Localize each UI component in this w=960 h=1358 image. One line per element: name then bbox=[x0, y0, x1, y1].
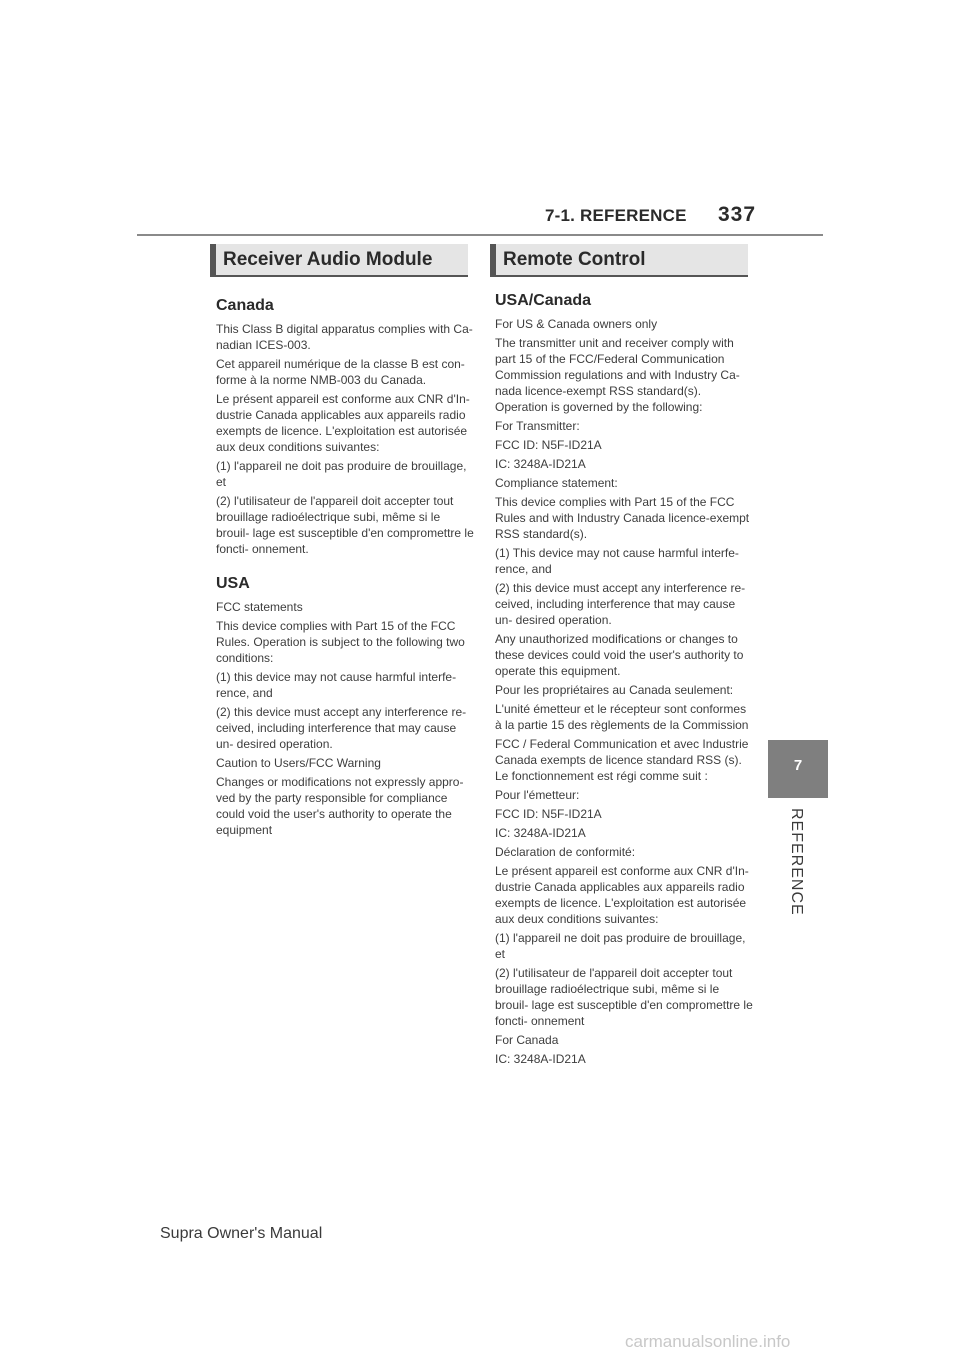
paragraph: For US & Canada owners only bbox=[495, 317, 658, 331]
paragraph: The transmitter unit and receiver comply with part 15 of the FCC/Federal Communication Commission regulations and with Industry Ca- nada licence-exempt RSS standard(s). Operation is governed by the following: bbox=[495, 336, 740, 414]
paragraph: Pour les propriétaires au Canada seulement: bbox=[495, 683, 734, 697]
chapter-tab-number: 7 bbox=[793, 757, 803, 774]
subheading-usa-canada: USA/Canada bbox=[495, 292, 592, 309]
paragraph: Pour l'émetteur: bbox=[495, 788, 580, 802]
paragraph: L'unité émetteur et le récepteur sont conformes à la partie 15 des règlements de la Commission bbox=[495, 702, 749, 732]
paragraph: This device complies with Part 15 of the FCC Rules and with Industry Canada licence-exempt RSS standard(s). bbox=[495, 495, 750, 541]
page-number: 337 bbox=[718, 203, 757, 226]
subheading-canada: Canada bbox=[216, 297, 274, 314]
section-title: Remote Control bbox=[503, 249, 646, 270]
chapter-side-label: REFERENCE bbox=[788, 808, 805, 916]
paragraph: For Canada bbox=[495, 1033, 559, 1047]
section-bar-remote-control bbox=[490, 244, 748, 277]
section-title: Receiver Audio Module bbox=[223, 249, 433, 270]
paragraph: Compliance statement: bbox=[495, 476, 618, 490]
left-column bbox=[216, 296, 474, 841]
paragraph: (1) This device may not cause harmful interfe- rence, and bbox=[495, 546, 739, 576]
watermark: carmanualsonline.info bbox=[625, 1332, 791, 1351]
paragraph: This device complies with Part 15 of the FCC Rules. Operation is subject to the following two conditions: bbox=[216, 619, 465, 665]
paragraph: Le présent appareil est conforme aux CNR d'In- dustrie Canada applicables aux appareils radio exempts de licence. L'exploitation est autorisée aux deux conditions suivantes: bbox=[216, 392, 470, 454]
section-bar-receiver-audio-module bbox=[210, 244, 468, 277]
paragraph: Cet appareil numérique de la classe B est con- forme à la norme NMB-003 du Canada. bbox=[216, 357, 465, 387]
paragraph: IC: 3248A-ID21A bbox=[495, 457, 586, 471]
chapter-tab bbox=[768, 740, 828, 798]
header-divider bbox=[137, 234, 823, 236]
paragraph: For Transmitter: bbox=[495, 419, 580, 433]
paragraph: FCC ID: N5F-ID21A bbox=[495, 807, 602, 821]
right-column bbox=[495, 291, 753, 1070]
paragraph: Caution to Users/FCC Warning bbox=[216, 756, 381, 770]
paragraph: IC: 3248A-ID21A bbox=[495, 1052, 586, 1066]
paragraph: Any unauthorized modifications or changes to these devices could void the user's authority to operate this equipment. bbox=[495, 632, 744, 678]
manual-title-footer: Supra Owner's Manual bbox=[160, 1225, 323, 1242]
paragraph: Changes or modifications not expressly appro- ved by the party responsible for compliance could void the user's authority to operate the equipment bbox=[216, 775, 464, 837]
chapter-title: 7-1. REFERENCE bbox=[545, 206, 687, 225]
paragraph: FCC statements bbox=[216, 600, 303, 614]
paragraph: IC: 3248A-ID21A bbox=[495, 826, 586, 840]
paragraph: (1) l'appareil ne doit pas produire de brouillage, et bbox=[216, 459, 467, 489]
paragraph: (2) l'utilisateur de l'appareil doit accepter tout brouillage radioélectrique subi, même si le brouil- lage est susceptible d'en compromettre le foncti- onnement. bbox=[216, 494, 474, 556]
paragraph: (2) this device must accept any interference re- ceived, including interference that may cause un- desired operation. bbox=[216, 705, 467, 751]
subheading-usa: USA bbox=[216, 575, 250, 592]
paragraph: (2) l'utilisateur de l'appareil doit accepter tout brouillage radioélectrique subi, même si le brouil- lage est susceptible d'en compromettre le foncti- onnement bbox=[495, 966, 753, 1028]
paragraph: FCC ID: N5F-ID21A bbox=[495, 438, 602, 452]
paragraph: This Class B digital apparatus complies with Ca- nadian ICES-003. bbox=[216, 322, 473, 352]
paragraph: (2) this device must accept any interference re- ceived, including interference that may cause un- desired operation. bbox=[495, 581, 746, 627]
paragraph: (1) l'appareil ne doit pas produire de brouillage, et bbox=[495, 931, 746, 961]
paragraph: Le présent appareil est conforme aux CNR d'In- dustrie Canada applicables aux appareils radio exempts de licence. L'exploitation est autorisée aux deux conditions suivantes: bbox=[495, 864, 749, 926]
paragraph: Déclaration de conformité: bbox=[495, 845, 636, 859]
paragraph: (1) this device may not cause harmful interfe- rence, and bbox=[216, 670, 457, 700]
paragraph: FCC / Federal Communication et avec Industrie Canada exempts de licence standard RSS (s). Le fonctionnement est régi comme suit : bbox=[495, 737, 749, 783]
